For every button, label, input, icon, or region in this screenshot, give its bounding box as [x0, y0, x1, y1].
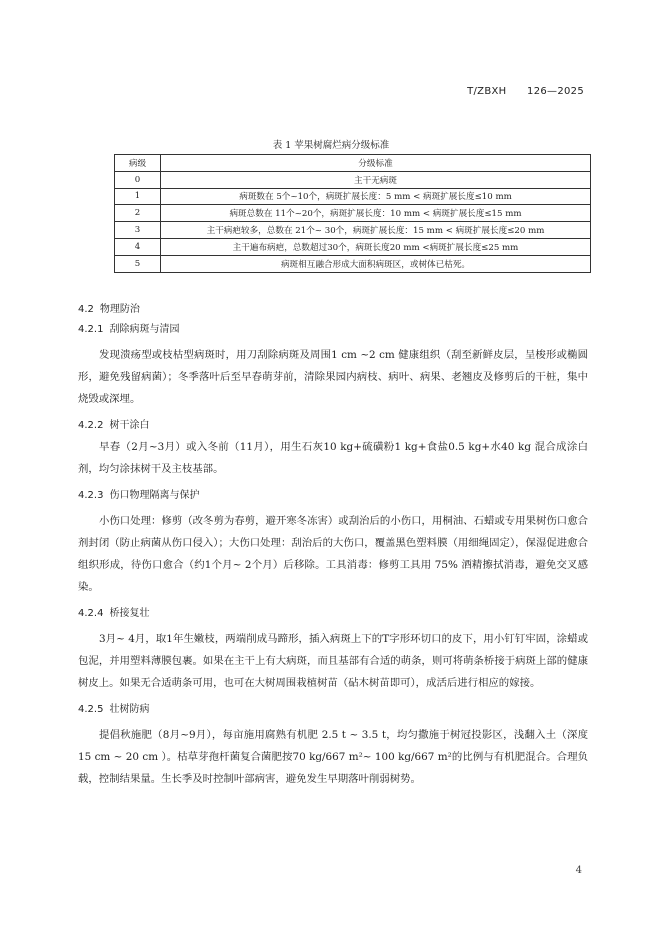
table-row [115, 255, 591, 272]
section-title: 桥接复壮 [109, 608, 150, 619]
grade-cell: 0 [115, 171, 161, 188]
criteria-cell: 主干无病斑 [161, 171, 591, 188]
section-title: 物理防治 [99, 304, 140, 315]
section-heading-4-2-3 [78, 486, 588, 506]
paragraph-4-2-5: 提倡秋施肥（8月~9月），每亩施用腐熟有机肥 2.5 t ~ 3.5 t，均匀撒施于树冠投影区，浅翻入土（深度15 cm ~ 20 cm ）。枯草芽孢杆菌复合菌肥按70 kg/667 m²~ 100 kg/667 m²的比例与有机肥混合。合理负载，控制结果量。生长季及时控制叶部病害，避免发生早期落叶削弱树势。 [78, 729, 588, 785]
criteria-cell: 病斑总数在 11个~20个，病斑扩展长度：10 mm < 病斑扩展长度≤15 mm [161, 205, 591, 222]
section-number: 4.2.3 [78, 490, 104, 501]
section-number: 4.2.5 [78, 704, 104, 715]
table-title: 表 1 苹果树腐烂病分级标准 [272, 140, 390, 151]
section-title: 壮树防病 [109, 704, 150, 715]
criteria-cell: 主干病疤较多，总数在 21个~ 30个，病斑扩展长度：15 mm < 病斑扩展长度≤20 mm [161, 222, 591, 239]
section-title: 刮除病斑与清园 [109, 324, 180, 335]
section-heading-4-2-1 [78, 320, 588, 340]
section-heading-4-2-2 [78, 416, 588, 436]
table-row [115, 188, 591, 205]
body-content [78, 300, 588, 796]
grade-cell: 4 [115, 238, 161, 255]
column-header-criteria: 分级标准 [161, 155, 591, 172]
column-header-grade: 病级 [115, 155, 161, 172]
section-number: 4.2 [78, 304, 94, 315]
grade-cell: 3 [115, 222, 161, 239]
grade-cell: 5 [115, 255, 161, 272]
table-row [115, 238, 591, 255]
section-number: 4.2.1 [78, 324, 104, 335]
table-row [115, 171, 591, 188]
section-heading-4-2-4 [78, 604, 588, 624]
criteria-cell: 病斑相互融合形成大面积病斑区，或树体已枯死。 [161, 255, 591, 272]
criteria-cell: 病斑数在 5个~10个，病斑扩展长度：5 mm < 病斑扩展长度≤10 mm [161, 188, 591, 205]
criteria-cell: 主干遍布病疤，总数超过30个，病斑长度20 mm <病斑扩展长度≤25 mm [161, 238, 591, 255]
section-number: 4.2.2 [78, 420, 104, 431]
grade-cell: 1 [115, 188, 161, 205]
paragraph-4-2-3: 小伤口处理：修剪（改冬剪为春剪，避开寒冬冻害）或刮治后的小伤口，用桐油、石蜡或专用果树伤口愈合剂封闭（防止病菌从伤口侵入）；大伤口处理：刮治后的大伤口，覆盖黑色塑料膜（用细绳固定），保湿促进愈合组织形成，待伤口愈合（约1个月~ 2个月）后移除。工具消毒：修剪工具用 75% 酒精擦拭消毒，避免交叉感染。 [78, 515, 588, 593]
section-title: 伤口物理隔离与保护 [109, 490, 200, 501]
section-heading-4-2 [78, 300, 588, 320]
table-row [115, 222, 591, 239]
section-heading-4-2-5 [78, 700, 588, 720]
paragraph-4-2-2: 早春（2月~3月）或入冬前（11月），用生石灰10 kg+硫磺粉1 kg+食盐0.5 kg+水40 kg 混合成涂白剂，均匀涂抹树干及主枝基部。 [78, 441, 588, 475]
section-title: 树干涂白 [109, 420, 150, 431]
section-number: 4.2.4 [78, 608, 104, 619]
table-row [115, 205, 591, 222]
table-header-row [115, 155, 591, 172]
document-code: T/ZBXH 126—2025 [467, 86, 584, 97]
grading-table [114, 154, 591, 273]
paragraph-4-2-1: 发现溃疡型或枝枯型病斑时，用刀刮除病斑及周围1 cm ~2 cm 健康组织（刮至新鲜皮层，呈梭形或椭圆形，避免残留病菌）；冬季落叶后至早春萌芽前，清除果园内病枝、病叶、病果、老翘皮及修剪后的干桩，集中烧毁或深埋。 [78, 349, 588, 405]
paragraph-4-2-4: 3月~ 4月，取1年生嫩枝，两端削成马蹄形，插入病斑上下的T字形环切口的皮下，用小钉钉牢固，涂蜡或包泥，并用塑料薄膜包裹。如果在主干上有大病斑，而且基部有合适的萌条，则可将萌条桥接于病斑上部的健康树皮上。如果无合适萌条可用，也可在大树周围栽植树苗（砧木树苗即可），成活后进行相应的嫁接。 [78, 633, 588, 689]
grade-cell: 2 [115, 205, 161, 222]
page-number: 4 [575, 865, 582, 876]
